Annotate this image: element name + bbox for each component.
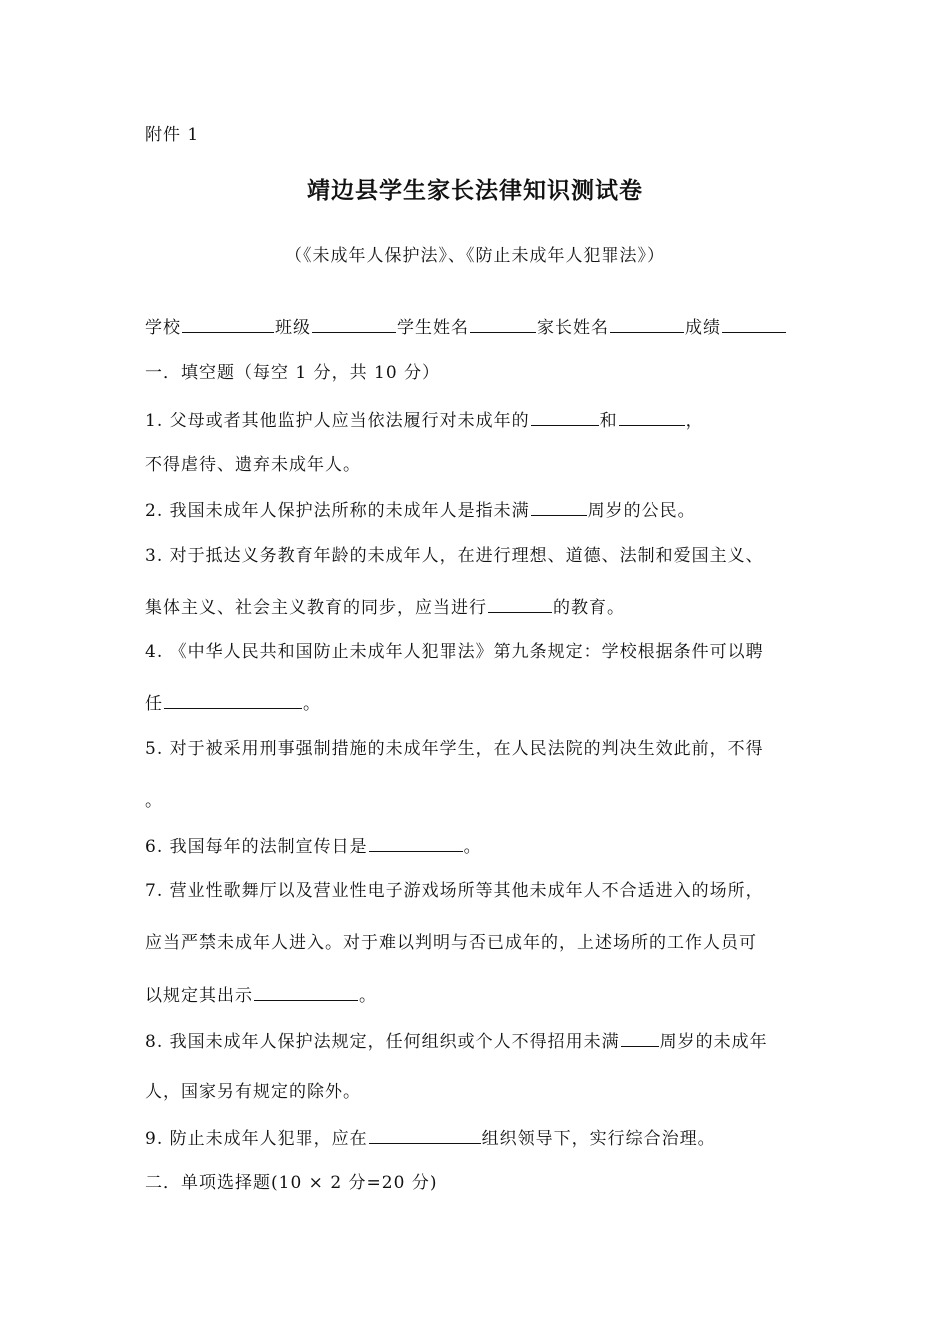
q9-text-a: 9. 防止未成年人犯罪，应在 [145,1129,368,1149]
q1-text-a: 1. 父母或者其他监护人应当依法履行对未成年的 [145,411,530,431]
school-blank[interactable] [182,316,274,333]
question-4-line-1: 4. 《中华人民共和国防止未成年人犯罪法》第九条规定：学校根据条件可以聘 [145,642,764,662]
q6-text-b: 。 [463,837,482,857]
q1-blank-1[interactable] [531,409,599,426]
question-5-line-2: 。 [145,791,163,811]
question-7-line-3 [145,984,377,1007]
attachment-label: 附件 1 [145,125,200,145]
question-2 [145,499,696,522]
q9-text-b: 组织领导下，实行综合治理。 [481,1129,716,1149]
parent-name-blank[interactable] [610,316,684,333]
question-3-line-1: 3. 对于抵达义务教育年龄的未成年人，在进行理想、道德、法制和爱国主义、 [145,546,764,566]
question-7-line-2: 应当严禁未成年人进入。对于难以判明与否已成年的，上述场所的工作人员可 [145,933,757,953]
q8-text-a: 8. 我国未成年人保护法规定，任何组织或个人不得招用未满 [145,1032,620,1052]
q6-blank-1[interactable] [369,835,463,852]
student-name-blank[interactable] [470,316,536,333]
section1-heading: 一．填空题（每空 1 分，共 10 分） [145,363,441,383]
class-blank[interactable] [312,316,396,333]
q2-blank-1[interactable] [531,499,587,516]
q2-text-b: 周岁的公民。 [587,501,696,521]
q7-blank-1[interactable] [254,984,358,1001]
q9-blank-1[interactable] [369,1127,481,1144]
section2-heading: 二．单项选择题(10 × 2 分=20 分) [145,1173,438,1193]
q1-blank-2[interactable] [619,409,685,426]
score-blank[interactable] [722,316,786,333]
q1-text-c: ， [685,411,704,431]
student-name-label: 学生姓名 [397,318,469,338]
q8-text-b: 周岁的未成年 [659,1032,768,1052]
q6-text-a: 6. 我国每年的法制宣传日是 [145,837,368,857]
q4-text-c: 。 [303,694,321,714]
class-label: 班级 [275,318,311,338]
question-1-line-1 [145,409,704,432]
question-8-line-1 [145,1030,768,1053]
q3-blank-1[interactable] [488,596,552,613]
q4-text-b: 任 [145,694,163,714]
parent-name-label: 家长姓名 [537,318,609,338]
page-subtitle: （《未成年人保护法》、《防止未成年人犯罪法》） [285,246,665,266]
q7-text-d: 。 [359,986,377,1006]
question-8-line-2: 人，国家另有规定的除外。 [145,1082,361,1102]
question-1-line-2: 不得虐待、遗弃未成年人。 [145,455,361,475]
q3-text-c: 的教育。 [553,598,625,618]
question-6 [145,835,482,858]
score-label: 成绩 [685,318,721,338]
question-9 [145,1127,716,1150]
q8-blank-1[interactable] [621,1030,659,1047]
q2-text-a: 2. 我国未成年人保护法所称的未成年人是指未满 [145,501,530,521]
page-title: 靖边县学生家长法律知识测试卷 [307,178,643,204]
q7-text-c: 以规定其出示 [145,986,253,1006]
q1-text-b: 和 [599,411,618,431]
school-label: 学校 [145,318,181,338]
question-7-line-1: 7. 营业性歌舞厅以及营业性电子游戏场所等其他未成年人不合适进入的场所， [145,881,764,901]
header-fields-row [145,316,787,339]
question-3-line-2 [145,596,625,619]
question-4-line-2 [145,692,321,715]
q3-text-b: 集体主义、社会主义教育的同步，应当进行 [145,598,487,618]
question-5-line-1: 5. 对于被采用刑事强制措施的未成年学生，在人民法院的判决生效此前，不得 [145,739,764,759]
q4-blank-1[interactable] [164,692,302,709]
